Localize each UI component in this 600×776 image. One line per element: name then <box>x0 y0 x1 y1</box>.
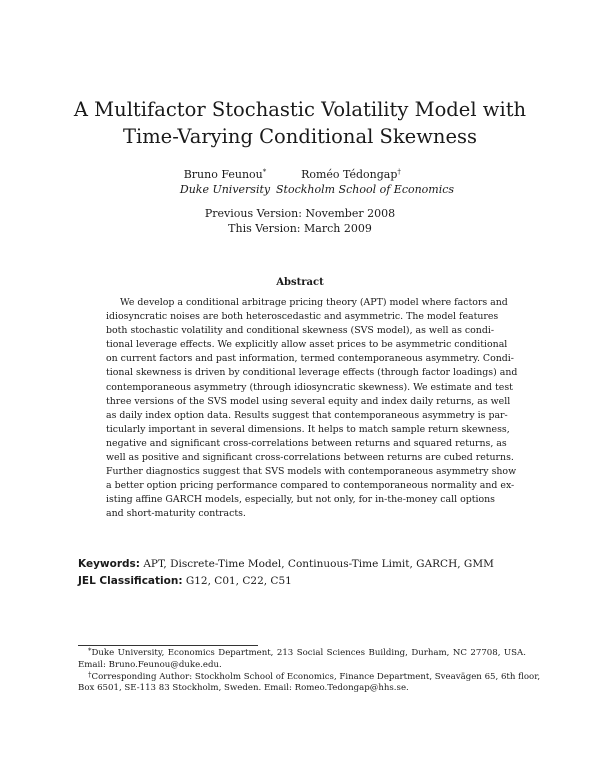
abstract-line: Further diagnostics suggest that SVS models with contemporaneous asymmetry show <box>106 466 517 478</box>
author-affiliation-1: Duke University <box>179 183 271 196</box>
current-version: This Version: March 2009 <box>228 222 372 235</box>
abstract-line: a better option pricing performance compared to contemporaneous normality and ex- <box>106 480 515 492</box>
abstract-line: on current factors and past information, termed contemporaneous asymmetry. Condi- <box>106 353 514 365</box>
abstract-line: and short-maturity contracts. <box>106 508 246 520</box>
abstract-line: tional skewness is driven by conditional leverage effects (through factor loadings) and <box>106 367 518 379</box>
footnote-2-line-2: Box 6501, SE-113 83 Stockholm, Sweden. Email: Romeo.Tedongap@hhs.se. <box>78 683 409 694</box>
footnote-2-mark: † <box>88 670 92 679</box>
keywords-row <box>78 556 494 573</box>
author-mark-1: * <box>262 168 267 176</box>
abstract-line: tional leverage effects. We explicitly allow asset prices to be asymmetric conditional <box>106 339 508 351</box>
abstract-line: idiosyncratic noises are both heteroscedastic and asymmetric. The model features <box>106 311 499 323</box>
abstract-line: well as positive and significant cross-correlations between returns are cubed returns. <box>106 452 514 464</box>
abstract-line: isting affine GARCH models, especially, but not only, for in-the-money call options <box>106 494 495 506</box>
footnotes <box>78 647 541 695</box>
abstract-line: as daily index option data. Results suggest that contemporaneous asymmetry is par- <box>106 409 508 421</box>
abstract-line: ticularly important in several dimensions. It helps to match sample return skewness, <box>106 423 510 435</box>
footnote-rule <box>78 645 258 646</box>
keywords-label: Keywords: <box>78 558 140 570</box>
author-affiliation-2: Stockholm School of Economics <box>276 183 455 196</box>
abstract-line: contemporaneous asymmetry (through idiosyncratic skewness). We estimate and test <box>106 381 513 393</box>
jel-label: JEL Classification: <box>78 575 183 587</box>
footnote-2-line-1: †Corresponding Author: Stockholm School of Economics, Finance Department, Sveavägen 65, 6th floor, <box>88 670 541 682</box>
footnote-1-line-2: Email: Bruno.Feunou@duke.edu. <box>78 659 222 670</box>
author-block-2 <box>276 167 455 197</box>
keywords-block <box>78 556 494 590</box>
paper-title <box>0 96 600 150</box>
keywords-text: APT, Discrete-Time Model, Continuous-Time Limit, GARCH, GMM <box>143 558 494 570</box>
abstract-body <box>106 296 518 522</box>
abstract-heading: Abstract <box>276 277 324 288</box>
author-name-2: Roméo Tédongap <box>301 168 398 181</box>
abstract-line: three versions of the SVS model using several equity and index daily returns, as well <box>106 395 511 407</box>
footnote-1-line-1: *Duke University, Economics Department, 213 Social Sciences Building, Durham, NC 27708, USA. <box>88 647 526 658</box>
abstract-line: We develop a conditional arbitrage pricing theory (APT) model where factors and <box>120 297 508 308</box>
author-block-1 <box>176 167 274 197</box>
footnote-1-mark: * <box>88 647 92 655</box>
title-line-2: Time-Varying Conditional Skewness <box>122 125 478 148</box>
jel-row <box>78 573 494 590</box>
author-mark-2: † <box>397 168 401 176</box>
abstract-line: both stochastic volatility and conditional skewness (SVS model), as well as condi- <box>106 325 494 337</box>
jel-text: G12, C01, C22, C51 <box>185 575 292 587</box>
version-info <box>0 206 600 236</box>
previous-version: Previous Version: November 2008 <box>204 207 396 220</box>
abstract-line: negative and significant cross-correlations between returns and squared returns, as <box>106 437 507 449</box>
title-line-1: A Multifactor Stochastic Volatility Model with <box>73 98 527 121</box>
author-name-1: Bruno Feunou <box>183 168 263 181</box>
